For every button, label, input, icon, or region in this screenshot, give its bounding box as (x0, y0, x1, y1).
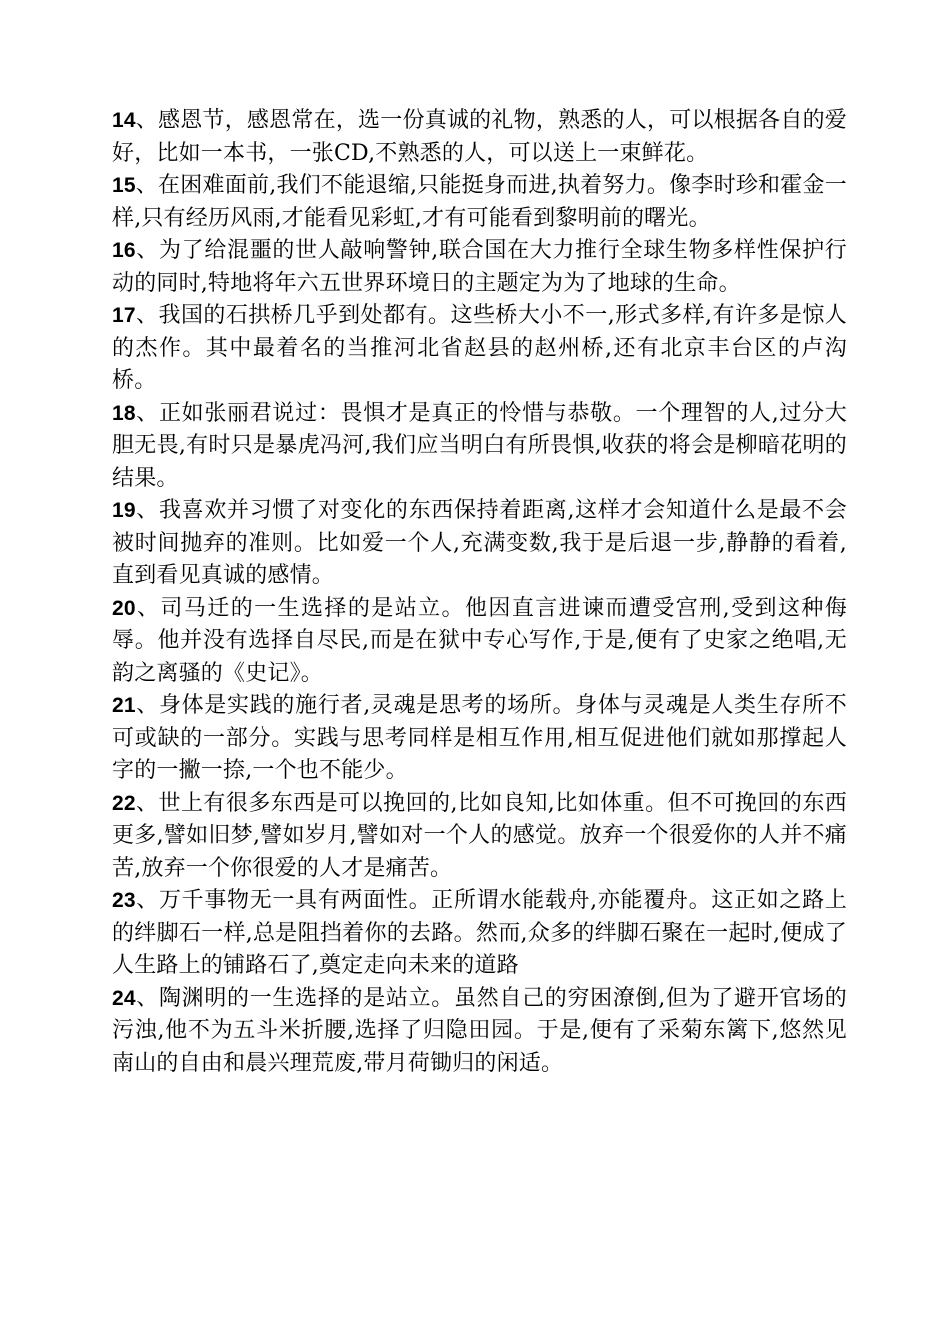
entry-16 (112, 235, 847, 300)
entry-number: 20 (112, 596, 136, 620)
entry-text: 、世上有很多东西是可以挽回的,比如良知,比如体重。但不可挽回的东西更多,譬如旧梦,譬如岁月,譬如对一个人的感觉。放弃一个很爱你的人并不痛苦,放弃一个你很爱的人才是痛苦。 (112, 790, 847, 881)
entry-number: 22 (112, 791, 136, 815)
entry-14 (112, 105, 847, 170)
entry-number: 15 (112, 174, 136, 197)
entry-15 (112, 170, 847, 235)
entry-21 (112, 690, 847, 788)
entry-text: 、陶渊明的一生选择的是站立。虽然自己的穷困潦倒,但为了避开官场的污浊,他不为五斗米折腰,选择了归隐田园。于是,便有了采菊东篱下,悠然见南山的自由和晨兴理荒废,带月荷锄归的闲适。 (112, 985, 847, 1076)
entry-text: 、在困难面前,我们不能退缩,只能挺身而进,执着努力。像李时珍和霍金一样,只有经历风雨,才能看见彩虹,才有可能看到黎明前的曙光。 (112, 173, 847, 231)
document-page (112, 105, 847, 1080)
entry-text: 、我喜欢并习惯了对变化的东西保持着距离,这样才会知道什么是最不会被时间抛弃的准则。比如爱一个人,充满变数,我于是后退一步,静静的看着,直到看见真诚的感情。 (112, 498, 847, 588)
entry-text: 、身体是实践的施行者,灵魂是思考的场所。身体与灵魂是人类生存所不可或缺的一部分。实践与思考同样是相互作用,相互促进他们就如那撑起人字的一撇一捺,一个也不能少。 (112, 693, 847, 783)
entry-text: 、我国的石拱桥几乎到处都有。这些桥大小不一,形式多样,有许多是惊人的杰作。其中最着名的当推河北省赵县的赵州桥,还有北京丰台区的卢沟桥。 (112, 303, 847, 393)
entry-number: 19 (112, 499, 136, 522)
entry-23 (112, 885, 847, 983)
entry-text: 、为了给混噩的世人敲响警钟,联合国在大力推行全球生物多样性保护行动的同时,特地将年六五世界环境日的主题定为为了地球的生命。 (112, 238, 847, 296)
entry-number: 17 (112, 304, 136, 327)
entry-17 (112, 300, 847, 398)
entry-text: 、正如张丽君说过：畏惧才是真正的怜惜与恭敬。一个理智的人,过分大胆无畏,有时只是暴虎冯河,我们应当明白有所畏惧,收获的将会是柳暗花明的结果。 (112, 400, 847, 491)
entry-text: 、司马迁的一生选择的是站立。他因直言进谏而遭受宫刑,受到这种侮辱。他并没有选择自尽民,而是在狱中专心写作,于是,便有了史家之绝唱,无韵之离骚的《史记》。 (112, 595, 847, 686)
entry-20 (112, 593, 847, 691)
entry-text: 、感恩节，感恩常在，选一份真诚的礼物，熟悉的人，可以根据各自的爱好，比如一本书，一张CD,不熟悉的人，可以送上一束鲜花。 (112, 108, 847, 166)
entry-18 (112, 398, 847, 496)
entry-text: 、万千事物无一具有两面性。正所谓水能载舟,亦能覆舟。这正如之路上的绊脚石一样,总是阻挡着你的去路。然而,众多的绊脚石聚在一起时,便成了人生路上的铺路石了,奠定走向未来的道路 (112, 888, 847, 978)
entry-number: 16 (112, 239, 136, 262)
entry-number: 14 (112, 109, 136, 132)
entry-number: 21 (112, 694, 136, 717)
entry-number: 24 (112, 986, 136, 1010)
entry-24 (112, 983, 847, 1081)
entry-22 (112, 788, 847, 886)
entry-number: 18 (112, 401, 136, 425)
entry-19 (112, 495, 847, 593)
entry-number: 23 (112, 889, 136, 912)
